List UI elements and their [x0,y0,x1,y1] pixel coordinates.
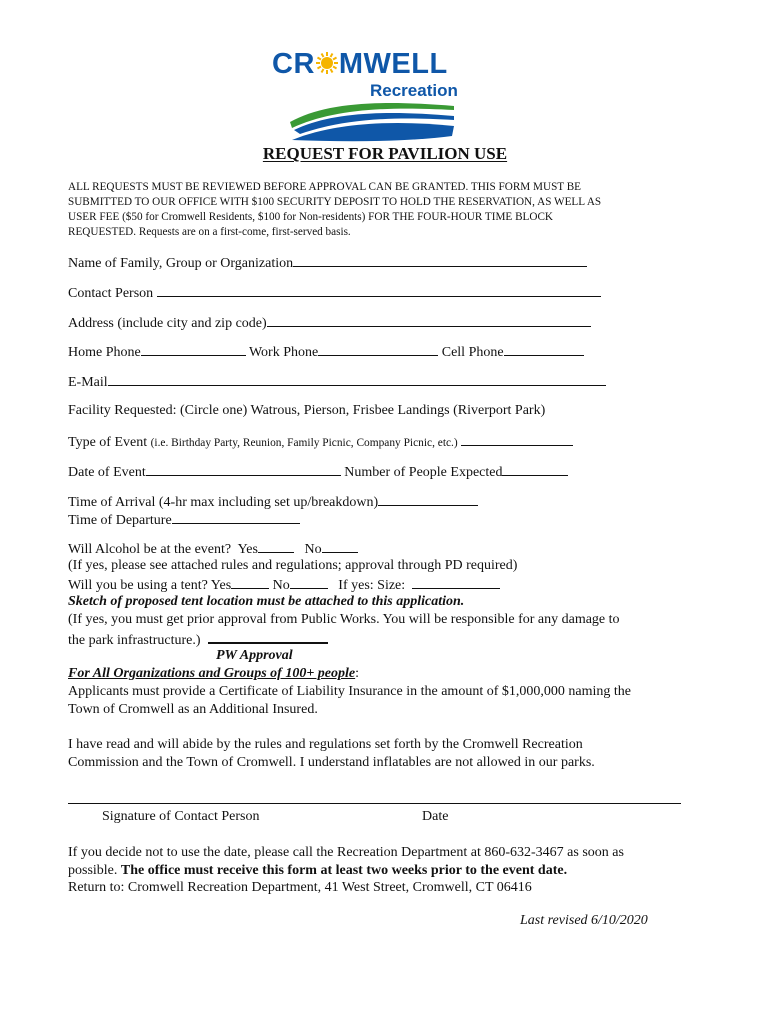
address-label: Address (include city and zip code) [68,316,267,331]
contact-row [68,283,601,303]
home-phone-label: Home Phone [68,345,141,360]
organizations-heading: For All Organizations and Groups of 100+ people [68,666,356,681]
event-type-label: Type of Event [68,435,148,450]
arrival-field[interactable] [378,492,478,506]
pw-note-line2: the park infrastructure.) [68,633,201,648]
event-date-label: Date of Event [68,465,146,480]
cancel-row2 [68,862,567,880]
arrival-row [68,492,478,512]
cancel-line1: If you decide not to use the date, please call the Recreation Department at 860-632-3467 as soon as [68,845,624,860]
event-type-hint: (i.e. Birthday Party, Reunion, Family Picnic, Company Picnic, etc.) [150,437,458,449]
alcohol-row [68,539,358,559]
people-label: Number of People Expected [344,465,503,480]
cell-phone-field[interactable] [504,342,584,356]
intro-paragraph [68,180,708,240]
signature-label: Signature of Contact Person [102,809,260,824]
address-row [68,313,591,333]
agreement-row2 [68,754,595,772]
pw-note-line1: (If yes, you must get prior approval from Public Works. You will be responsible for any damage to [68,612,620,627]
tent-yes-field[interactable] [231,575,269,589]
address-field[interactable] [267,313,591,327]
work-phone-label: Work Phone [248,345,319,360]
cancel-line2-start: possible. [68,863,121,878]
cancel-row1 [68,844,624,862]
alcohol-question: Will Alcohol be at the event? [68,542,232,557]
insurance-line1: Applicants must provide a Certificate of Liability Insurance in the amount of $1,000,000 naming the [68,684,631,699]
name-label: Name of Family, Group or Organization [68,256,294,271]
tent-size-field[interactable] [412,575,500,589]
agreement-row1 [68,736,583,754]
intro-line: SUBMITTED TO OUR OFFICE WITH $100 SECURITY DEPOSIT TO HOLD THE RESERVATION, AS WELL AS [68,196,602,208]
alcohol-no-label: No [304,542,322,557]
sketch-note: Sketch of proposed tent location must be attached to this application. [68,594,465,609]
insurance-row1 [68,683,631,701]
tent-size-label: If yes: Size: [338,578,406,593]
sketch-note-row [68,593,464,611]
cell-phone-label: Cell Phone [441,345,504,360]
departure-row [68,510,300,530]
phone-row [68,342,584,362]
organizations-heading-colon: : [355,666,360,681]
signature-label-row [102,808,259,826]
tent-no-field[interactable] [290,575,328,589]
last-revised: Last revised 6/10/2020 [520,913,648,928]
cancel-line2-bold: The office must receive this form at least two weeks prior to the event date. [120,863,568,878]
alcohol-yes-label: Yes [237,542,258,557]
agreement-line1: I have read and will abide by the rules and regulations set forth by the Cromwell Recreation [68,737,583,752]
departure-field[interactable] [172,510,300,524]
cromwell-recreation-logo [270,44,480,144]
facility-row [68,402,545,420]
home-phone-field[interactable] [141,342,246,356]
name-row [68,253,587,273]
return-address: Return to: Cromwell Recreation Department, 41 West Street, Cromwell, CT 06416 [68,880,532,895]
contact-label: Contact Person [68,286,154,301]
pw-note-row [68,611,620,629]
pw-approval-field[interactable] [208,629,328,644]
insurance-row2 [68,701,318,719]
tent-no-label: No [272,578,290,593]
form-title: REQUEST FOR PAVILION USE [262,144,508,163]
event-date-row [68,462,568,482]
departure-label: Time of Departure [68,513,172,528]
people-field[interactable] [502,462,568,476]
name-field[interactable] [293,253,587,267]
return-row [68,879,532,897]
work-phone-field[interactable] [318,342,438,356]
logo-wordmark: CR MWELL [272,48,448,80]
insurance-line2: Town of Cromwell as an Additional Insured. [68,702,318,717]
agreement-line2: Commission and the Town of Cromwell. I understand inflatables are not allowed in our parks. [68,755,595,770]
logo-waves-icon [286,100,456,142]
alcohol-no-field[interactable] [322,539,358,553]
email-row [68,372,606,392]
alcohol-note: (If yes, please see attached rules and regulations; approval through PD required) [68,558,518,573]
sun-icon [315,51,339,75]
email-label: E-Mail [68,375,108,390]
event-type-field[interactable] [461,432,573,446]
logo-subtitle: Recreation [370,81,458,100]
email-field[interactable] [108,372,606,386]
tent-row [68,575,500,595]
contact-field[interactable] [157,283,601,297]
alcohol-note-row [68,557,517,575]
pw-approval-row [216,647,293,665]
facility-label: Facility Requested: (Circle one) Watrous, Pierson, Frisbee Landings (Riverport Park) [68,403,546,418]
date-label-row [422,808,448,826]
signature-line[interactable] [68,803,681,804]
intro-line: REQUESTED. Requests are on a first-come, first-served basis. [68,226,351,238]
event-date-field[interactable] [146,462,341,476]
event-type-row [68,432,573,452]
intro-line: USER FEE ($50 for Cromwell Residents, $100 for Non-residents) FOR THE FOUR-HOUR TIME BLOCK [68,211,553,223]
tent-question: Will you be using a tent? [68,578,208,593]
arrival-label: Time of Arrival (4-hr max including set up/breakdown) [68,495,379,510]
intro-line: ALL REQUESTS MUST BE REVIEWED BEFORE APPROVAL CAN BE GRANTED. THIS FORM MUST BE [68,181,582,193]
date-label: Date [422,809,449,824]
pw-approval-label: PW Approval [216,648,293,663]
alcohol-yes-field[interactable] [258,539,294,553]
tent-yes-label: Yes [210,578,232,593]
organizations-heading-row [68,665,359,683]
